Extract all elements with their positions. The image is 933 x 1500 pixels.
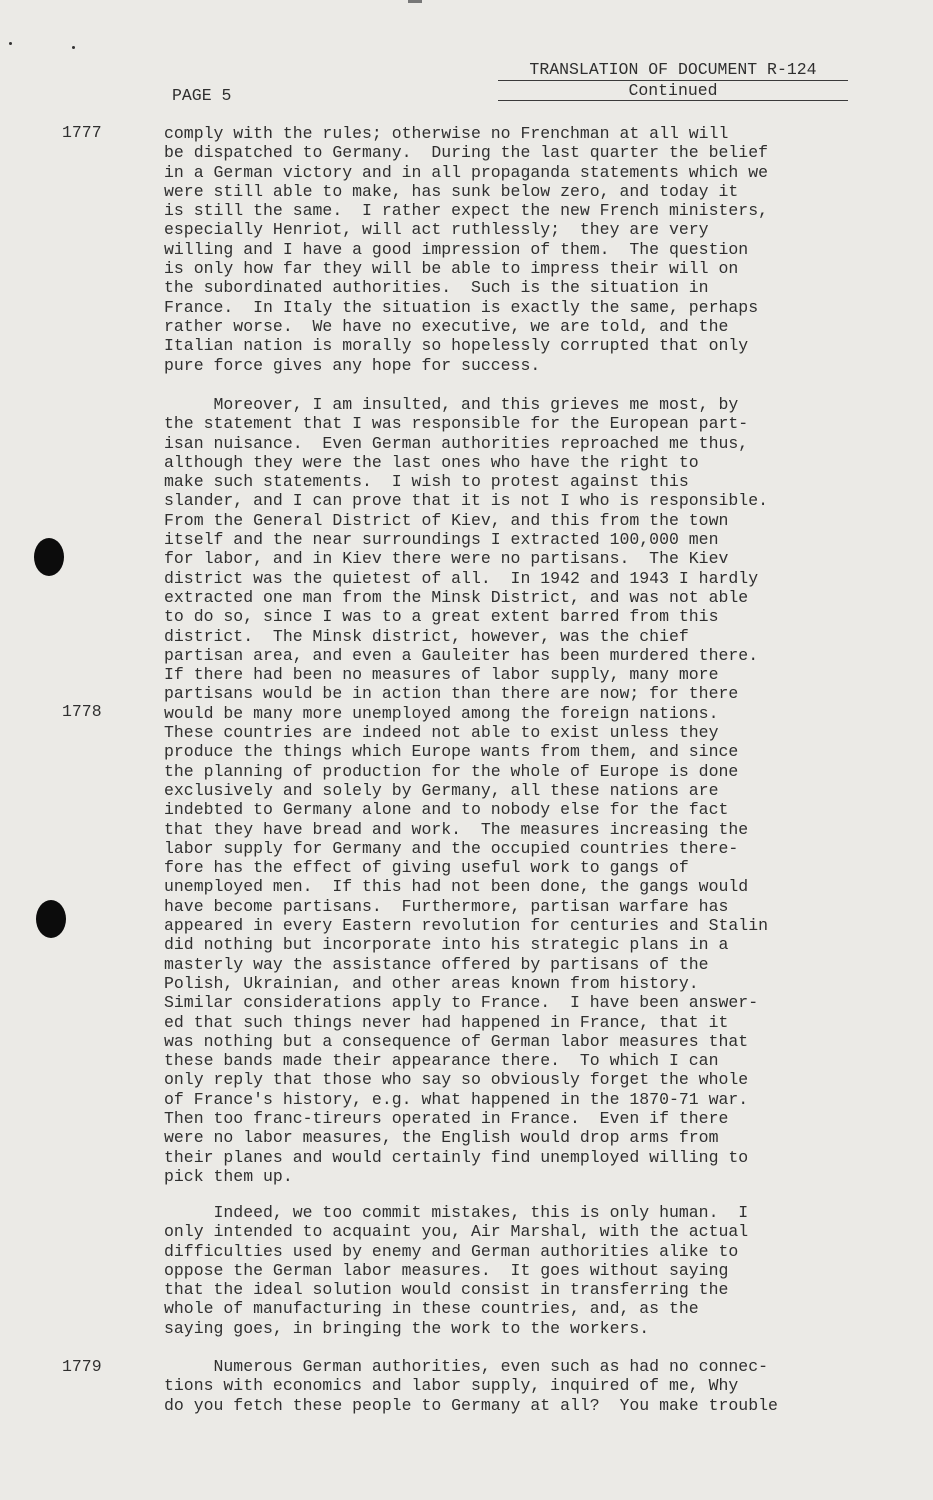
- margin-number: 1779: [62, 1357, 102, 1376]
- text-line: willing and I have a good impression of them. The question: [164, 239, 749, 259]
- text-line: tions with economics and labor supply, inquired of me, Why: [164, 1376, 739, 1396]
- text-line: whole of manufacturing in these countries, and, as the: [164, 1299, 699, 1319]
- text-line: oppose the German labor measures. It goes without saying: [164, 1260, 729, 1280]
- text-line: pure force gives any hope for success.: [164, 355, 541, 375]
- document-title: TRANSLATION OF DOCUMENT R-124: [529, 60, 817, 79]
- text-line: their planes and would certainly find unemployed willing to: [164, 1147, 749, 1167]
- text-line: especially Henriot, will act ruthlessly; they are very: [164, 220, 709, 240]
- text-line: for labor, and in Kiev there were no partisans. The Kiev: [164, 549, 729, 569]
- paragraph: [164, 395, 884, 1186]
- text-line: is only how far they will be able to impress their will on: [164, 259, 739, 279]
- text-line: the planning of production for the whole of Europe is done: [164, 761, 739, 781]
- text-line: masterly way the assistance offered by partisans of the: [164, 954, 709, 974]
- text-line: were still able to make, has sunk below zero, and today it: [164, 181, 739, 201]
- text-line: From the General District of Kiev, and this from the town: [164, 510, 729, 530]
- paragraph: [164, 124, 884, 375]
- text-line: fore has the effect of giving useful work to gangs of: [164, 858, 689, 878]
- text-line: partisan area, and even a Gauleiter has been murdered there.: [164, 645, 759, 665]
- text-line: Italian nation is morally so hopelessly corrupted that only: [164, 336, 749, 356]
- text-line: of France's history, e.g. what happened in the 1870-71 war.: [164, 1089, 749, 1109]
- punch-hole: [36, 900, 66, 938]
- text-line: was nothing but a consequence of German labor measures that: [164, 1031, 749, 1051]
- text-line: is still the same. I rather expect the new French ministers,: [164, 201, 768, 221]
- text-line: difficulties used by enemy and German authorities alike to: [164, 1241, 739, 1261]
- text-line: pick them up.: [164, 1166, 293, 1186]
- text-line: saying goes, in bringing the work to the workers.: [164, 1318, 650, 1338]
- paragraph: [164, 1357, 884, 1415]
- text-line: that the ideal solution would consist in transferring the: [164, 1280, 729, 1300]
- text-line: rather worse. We have no executive, we are told, and the: [164, 316, 729, 336]
- document-header: [498, 60, 848, 101]
- text-line: although they were the last ones who have the right to: [164, 452, 699, 472]
- text-line: the statement that I was responsible for the European part-: [164, 414, 749, 434]
- text-line: partisans would be in action than there are now; for there: [164, 684, 739, 704]
- text-line: only reply that those who say so obviously forget the whole: [164, 1070, 749, 1090]
- paper-speck: [9, 42, 12, 45]
- text-line: Similar considerations apply to France. I have been answer-: [164, 993, 759, 1013]
- text-line: do you fetch these people to Germany at all? You make trouble: [164, 1395, 778, 1415]
- document-subtitle: Continued: [628, 81, 718, 100]
- text-line: in a German victory and in all propaganda statements which we: [164, 162, 768, 182]
- text-line: France. In Italy the situation is exactly the same, perhaps: [164, 297, 759, 317]
- text-line: be dispatched to Germany. During the last quarter the belief: [164, 143, 768, 163]
- text-line: these bands made their appearance there. To which I can: [164, 1051, 719, 1071]
- text-line: did nothing but incorporate into his strategic plans in a: [164, 935, 729, 955]
- text-line: isan nuisance. Even German authorities reproached me thus,: [164, 433, 749, 453]
- text-line: Moreover, I am insulted, and this grieves me most, by: [164, 395, 739, 414]
- text-line: exclusively and solely by Germany, all these nations are: [164, 780, 719, 800]
- text-line: the subordinated authorities. Such is the situation in: [164, 278, 709, 298]
- text-line: produce the things which Europe wants from them, and since: [164, 742, 739, 762]
- text-line: were no labor measures, the English would drop arms from: [164, 1128, 719, 1148]
- paper-speck: [72, 46, 75, 49]
- margin-number: 1778: [62, 702, 102, 721]
- paragraph: [164, 1203, 884, 1338]
- text-line: ed that such things never had happened in France, that it: [164, 1012, 729, 1032]
- text-line: labor supply for Germany and the occupied countries there-: [164, 838, 739, 858]
- text-line: district. The Minsk district, however, was the chief: [164, 626, 689, 646]
- punch-hole: [34, 538, 64, 576]
- text-line: extracted one man from the Minsk District, and was not able: [164, 587, 749, 607]
- text-line: Then too franc-tireurs operated in France. Even if there: [164, 1108, 729, 1128]
- text-line: unemployed men. If this had not been done, the gangs would: [164, 877, 749, 897]
- text-line: district was the quietest of all. In 1942 and 1943 I hardly: [164, 568, 759, 588]
- text-line: slander, and I can prove that it is not I who is responsible.: [164, 491, 768, 511]
- text-line: These countries are indeed not able to exist unless they: [164, 723, 719, 743]
- text-line: Indeed, we too commit mistakes, this is only human. I: [164, 1203, 749, 1222]
- text-line: indebted to Germany alone and to nobody else for the fact: [164, 800, 729, 820]
- top-edge-mark: [408, 0, 422, 3]
- text-line: comply with the rules; otherwise no Frenchman at all will: [164, 124, 729, 143]
- margin-number: 1777: [62, 123, 102, 142]
- text-line: Polish, Ukrainian, and other areas known from history.: [164, 973, 699, 993]
- text-line: only intended to acquaint you, Air Marshal, with the actual: [164, 1222, 749, 1242]
- text-line: have become partisans. Furthermore, partisan warfare has: [164, 896, 729, 916]
- text-line: itself and the near surroundings I extracted 100,000 men: [164, 530, 719, 550]
- text-line: that they have bread and work. The measures increasing the: [164, 819, 749, 839]
- text-line: to do so, since I was to a great extent barred from this: [164, 607, 719, 627]
- text-line: would be many more unemployed among the foreign nations.: [164, 703, 719, 723]
- text-line: appeared in every Eastern revolution for centuries and Stalin: [164, 916, 768, 936]
- text-line: If there had been no measures of labor supply, many more: [164, 665, 719, 685]
- page-number: PAGE 5: [172, 86, 232, 105]
- text-line: Numerous German authorities, even such as had no connec-: [164, 1357, 768, 1376]
- text-line: make such statements. I wish to protest against this: [164, 472, 689, 492]
